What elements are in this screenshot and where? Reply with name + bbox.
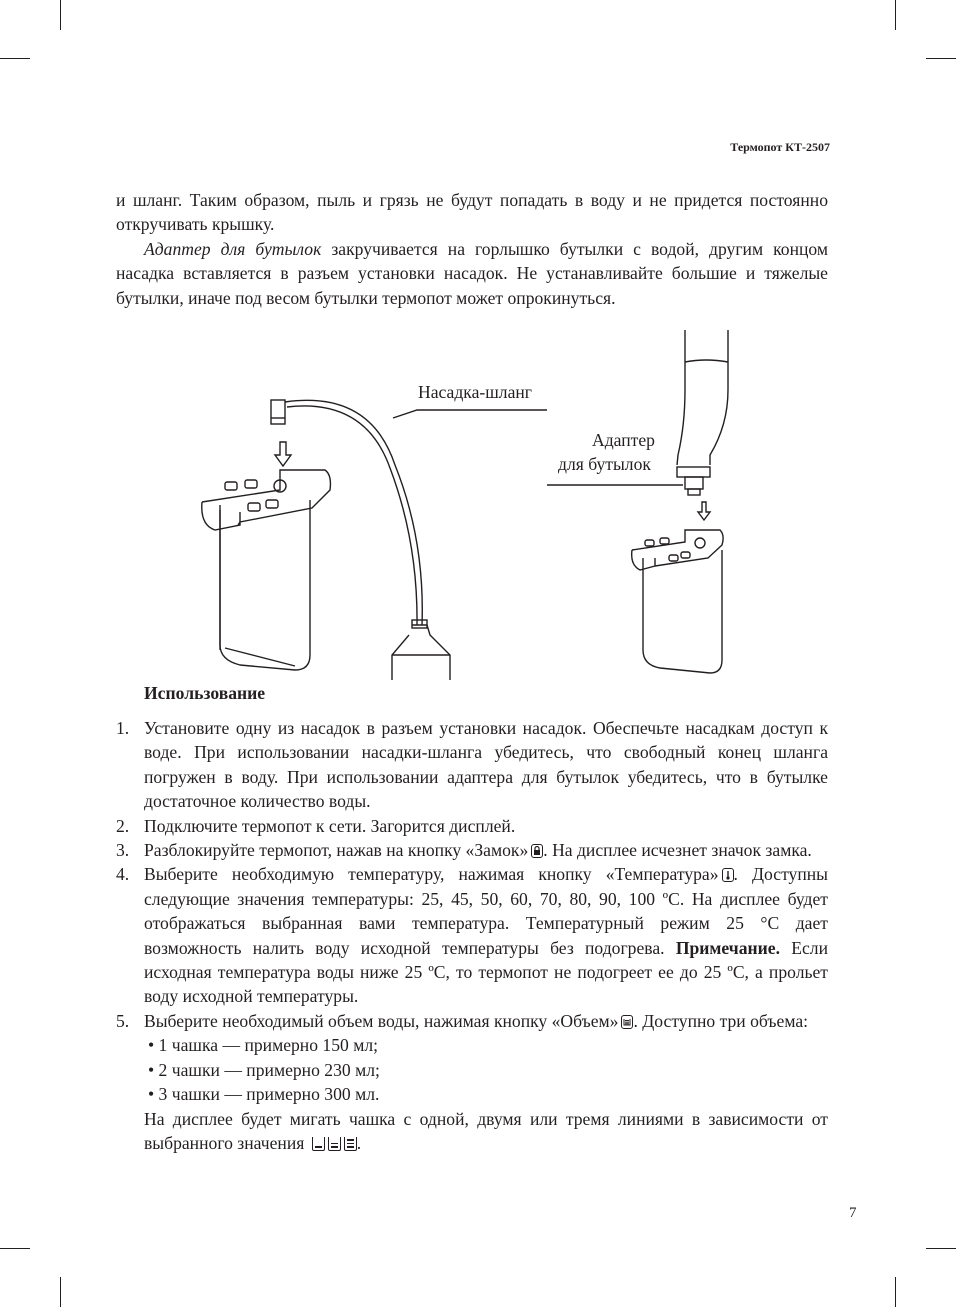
section-heading-usage: Использование (144, 683, 266, 703)
intro-text (116, 188, 828, 310)
step-item: 1. Установите одну из насадок в разъем установки насадок. Обеспечьте насадкам доступ к воде. При использовании насадки-шланга убедитесь, что свободный конец шланга погружен в воду. При использовании адаптера для бутылок убедитесь, что в бутылке достаточное количество воды. (116, 718, 828, 812)
volume-option: • 3 чашки — примерно 300 мл. (148, 1084, 380, 1105)
volume-option: • 1 чашка — примерно 150 мл; (148, 1035, 379, 1056)
lock-icon (531, 844, 543, 858)
volume-options-list (144, 1033, 828, 1106)
volume-option: • 2 чашки — примерно 230 мл; (148, 1059, 380, 1080)
cup-three-lines-icon (344, 1137, 357, 1151)
usage-steps-list (116, 716, 828, 1155)
intro-paragraph-2: Адаптер для бутылок закручивается на горлышко бутылки с водой, другим концом насадка вставляется в разъем установки насадок. Не устанавливайте большие и тяжелые бутылки, иначе под весом бутылки термопот может опрокинуться. (116, 238, 829, 308)
crop-mark (926, 58, 956, 59)
intro-paragraph-1: и шланг. Таким образом, пыль и грязь не будут попадать в воду и не придется постоянно откручивать крышку. (116, 190, 828, 235)
crop-mark (926, 1248, 956, 1249)
label-adapter-line2: для бутылок (558, 454, 651, 474)
label-hose-attachment: Насадка-шланг (418, 382, 533, 402)
step-item: 2. Подключите термопот к сети. Загорится дисплей. (116, 815, 516, 836)
thermometer-icon (722, 868, 734, 882)
cup-two-lines-icon (328, 1137, 341, 1151)
crop-mark (895, 0, 896, 30)
cup-volume-icon (621, 1015, 633, 1029)
crop-mark (0, 58, 30, 59)
crop-mark (60, 0, 61, 30)
page-number: 7 (849, 1205, 857, 1221)
step-item: 4. Выберите необходимую температуру, нажимая кнопку «Температура» . Доступны следующие значения температуры: 25, 45, 50, 60, 70, 80, 90, 100 ºC. На дисплее будет отображаться выбранная вами температура. Температурный режим 25 °C дает возможность налить воду исходной температуры без подогрева. Примечание. Если исходная температура воды ниже 25 ºC, то термопот не подогреет ее до 25 ºC, а прольет воду исходной температуры. (116, 864, 828, 1007)
step-item: 5. Выберите необходимый объем воды, нажимая кнопку «Объем» . Доступно три объема: • 1 чашка — примерно 150 мл; • 2 чашки — примерно 230 мл; • 3 чашки — примерно 300 мл. На дисплее будет мигать чашка с одной, двумя или тремя линиями в зависимости от выбранного значения . (116, 1010, 828, 1153)
crop-mark (60, 1277, 61, 1307)
crop-mark (0, 1248, 30, 1249)
adapter-term: Адаптер для бутылок (144, 238, 322, 259)
running-header: Термопот КТ-2507 (730, 140, 830, 154)
step-item: 3. Разблокируйте термопот, нажав на кнопку «Замок» . На дисплее исчезнет значок замка. (116, 840, 812, 861)
note-label: Примечание. (675, 937, 780, 958)
cup-one-line-icon (312, 1137, 325, 1151)
label-adapter-line1: Адаптер (592, 430, 655, 450)
crop-mark (895, 1277, 896, 1307)
installation-figure (180, 330, 740, 680)
